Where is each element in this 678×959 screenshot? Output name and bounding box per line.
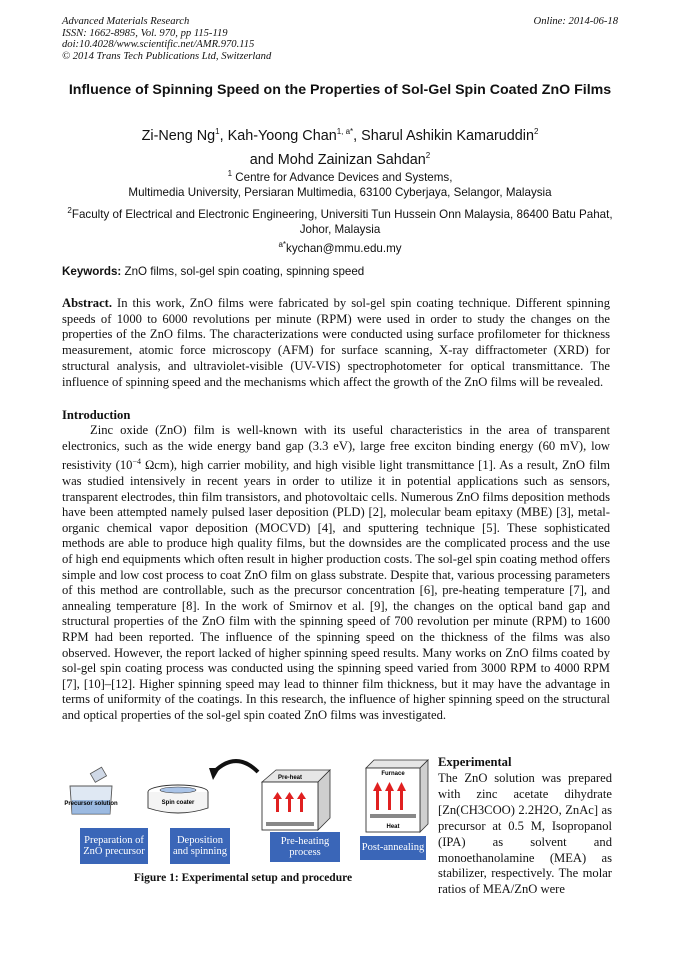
author-affiliation-mark: 2: [425, 150, 431, 160]
online-date: Online: 2014-06-18: [533, 16, 618, 27]
author-name: Kah-Yoong Chan: [227, 127, 337, 144]
heat-label: Heat: [386, 824, 400, 830]
author-list: [62, 122, 618, 170]
experimental-heading: Experimental: [438, 755, 512, 769]
step-preheating: Pre-heating process: [270, 832, 340, 862]
doi-line: doi:10.4028/www.scientific.net/AMR.970.115: [62, 39, 255, 51]
abstract-text: In this work, ZnO films were fabricated by sol-gel spin coating technique. Different spinning speeds of 1000 to 6000 revolutions per minute (RPM) were used in order to study the changes on the properties of the ZnO films. The characterizations were conducted using surface profilometer for thickness measurement, atomic force microscopy (AFM) for surface scanning, X-ray diffractometer (XRD) for structural analysis, and ultraviolet-visible (UV-VIS) spectrophotometer for optical transmittance. The influence of spinning speed and the mechanisms which affect the growth of the ZnO films will be revealed.: [62, 296, 610, 389]
introduction-text: [62, 423, 610, 723]
spin-coater-icon: [148, 785, 208, 813]
journal-header: [62, 16, 618, 62]
step-deposition: Deposition and spinning: [170, 828, 230, 864]
abstract-label: Abstract.: [62, 296, 113, 310]
email-mark: a*: [278, 240, 287, 249]
preheat-label: Pre-heat: [277, 775, 303, 781]
paper-title: Influence of Spinning Speed on the Properties of Sol-Gel Spin Coated ZnO Films: [68, 82, 612, 98]
exponent: −4: [132, 457, 141, 467]
introduction-heading: Introduction: [62, 408, 131, 422]
affiliation-2: [62, 203, 618, 237]
copyright-line: © 2014 Trans Tech Publications Ltd, Switzerland: [62, 50, 272, 62]
affiliation-line: Multimedia University, Persiaran Multimedia, 63100 Cyberjaya, Selangor, Malaysia: [128, 185, 552, 199]
affiliation-line: Faculty of Electrical and Electronic Engineering, Universiti Tun Hussein Onn Malaysia, 86400 Batu Pahat, Johor, Malaysia: [71, 207, 613, 236]
figure-1: [62, 752, 430, 892]
precursor-label: Precursor solution: [64, 801, 118, 807]
intro-text-part: Ωcm), high carrier mobility, and high visible light transmittance [1]. As a result, ZnO film was studied intensively in recent years in order to utilize it in potential applications such as sensors, transparent electrodes, thin film transistors, and photovoltaic cells. Numerous ZnO films deposition methods have been attempted namely pulsed laser deposition (PLD) [2], molecular beam epitaxy (MBE) [3], metal-organic chemical vapor deposition (MOCVD) [4], and sputtering technique [5]. These sophisticated methods are able to produce high quality films, but the downsides are the complicated process and the use of high end equipments which often result in higher production costs. The sol-gel spin coating method offers simple and low cost process to coat ZnO film on glass substrate. Despite that, various processing parameters of this method are controllable, such as the precursor concentration [6], pre-heating temperature [7], and annealing temperature [8]. In the work of Smirnov et al. [9], the changes on the optical band gap and structural properties of the ZnO film with the spinning speed of 700 revolution per minute (RPM) to 1600 RPM had been reported. The influence of the spinning speed on the thickness of the films was also observed. However, the report lacked of higher spinning speed results. Many works on ZnO films coated by sol-gel spin coating process was conducted using the spinning speed varied from 3000 RPM to 4000 RPM [7], [10]–[12]. Higher spinning speed may lead to thinner film thickness, but it may have the advantage in terms of uniformity of the coatings. In this research, the influence of higher spinning speed on the structural and optical properties of the sol-gel spin coated ZnO films was investigated.: [62, 458, 610, 722]
abstract: [62, 296, 610, 390]
contact-email: [62, 237, 618, 256]
author-separator: ,: [353, 127, 362, 144]
affiliation-line: Centre for Advance Devices and Systems,: [235, 170, 453, 184]
affiliation-mark: 1: [227, 169, 233, 178]
spin-coater-label: Spin coater: [161, 800, 195, 806]
affiliation-1: [62, 166, 618, 200]
author-affiliation-mark: 2: [533, 127, 539, 136]
keywords-label: Keywords:: [62, 265, 122, 278]
furnace-label: Furnace: [381, 771, 405, 777]
author-separator: ,: [219, 127, 228, 144]
arrow-head-icon: [209, 768, 220, 780]
experimental-text: The ZnO solution was prepared with zinc acetate dihydrate [Zn(CH3COO) 2.2H2O, ZnAc] as precursor at 0.5 M, Isopropanol (IPA) as solvent and monoethanolamine (MEA) as stabilizer, respectively. The molar ratios of MEA/ZnO were: [438, 771, 612, 897]
author-name: Zi-Neng Ng: [141, 127, 216, 144]
author-name: Sharul Ashikin Kamaruddin: [361, 127, 534, 144]
keywords: [62, 265, 618, 278]
step-preparation: Preparation of ZnO precursor: [80, 828, 148, 864]
keywords-text: ZnO films, sol-gel spin coating, spinning speed: [121, 265, 365, 278]
author-name: Mohd Zainizan Sahdan: [277, 151, 426, 168]
curved-arrow-icon: [214, 761, 258, 772]
issn-line: ISSN: 1662-8985, Vol. 970, pp 115-119: [62, 27, 228, 39]
author-affiliation-mark: 1: [215, 127, 220, 136]
author-and: and: [249, 151, 278, 168]
email-address[interactable]: kychan@mmu.edu.my: [286, 241, 402, 255]
author-affiliation-mark: 1, a*: [336, 127, 354, 136]
figure-caption: Figure 1: Experimental setup and procedure: [133, 872, 353, 884]
step-post-annealing: Post-annealing: [360, 836, 426, 860]
intro-text-part: Zinc oxide (ZnO) film is well-known with its useful characteristics in the area of transparent electronics, such as the wide energy band gap (3.3 eV), large free exciton binding energy (60 mV), low resistivity (10: [62, 423, 610, 473]
affiliation-mark: 2: [67, 206, 72, 215]
journal-name: Advanced Materials Research: [62, 16, 190, 27]
